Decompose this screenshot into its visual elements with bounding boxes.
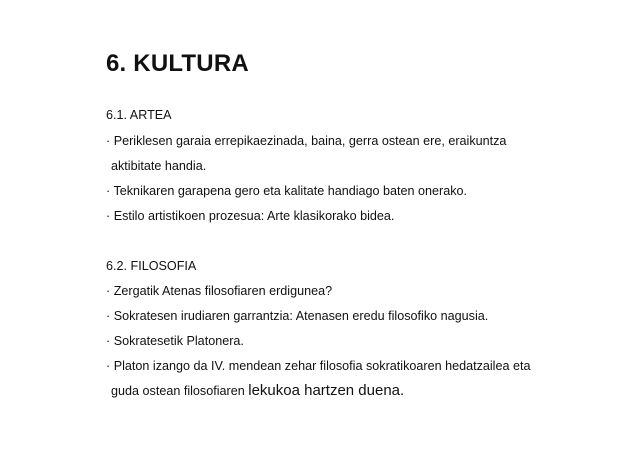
filosofia-bullet-1: · Zergatik Atenas filosofiaren erdigunea? (106, 284, 333, 298)
filosofia-bullet-3: · Sokratesetik Platonera. (106, 334, 244, 348)
section-heading-artea: 6.1. ARTEA (106, 108, 172, 122)
slide-title: 6. KULTURA (106, 50, 249, 77)
filosofia-bullet-2: · Sokratesen irudiaren garrantzia: Atenasen eredu filosofiko nagusia. (106, 309, 489, 323)
artea-bullet-3: · Estilo artistikoen prozesua: Arte klasikorako bidea. (106, 209, 395, 223)
artea-bullet-1-line-1: · Periklesen garaia errepikaezinada, baina, gerra ostean ere, eraikuntza (106, 134, 507, 148)
filosofia-bullet-4-line-2-small: guda ostean filosofiaren (111, 384, 245, 398)
filosofia-bullet-4-line-2 (111, 382, 404, 399)
filosofia-bullet-4-line-1: · Platon izango da IV. mendean zehar filosofia sokratikoaren hedatzailea eta (106, 359, 531, 373)
section-heading-filosofia: 6.2. FILOSOFIA (106, 259, 197, 273)
artea-bullet-2: · Teknikaren garapena gero eta kalitate handiago baten onerako. (106, 184, 468, 198)
filosofia-bullet-4-line-2-large: lekukoa hartzen duena. (248, 382, 405, 399)
artea-bullet-1-line-2: aktibitate handia. (111, 159, 207, 173)
